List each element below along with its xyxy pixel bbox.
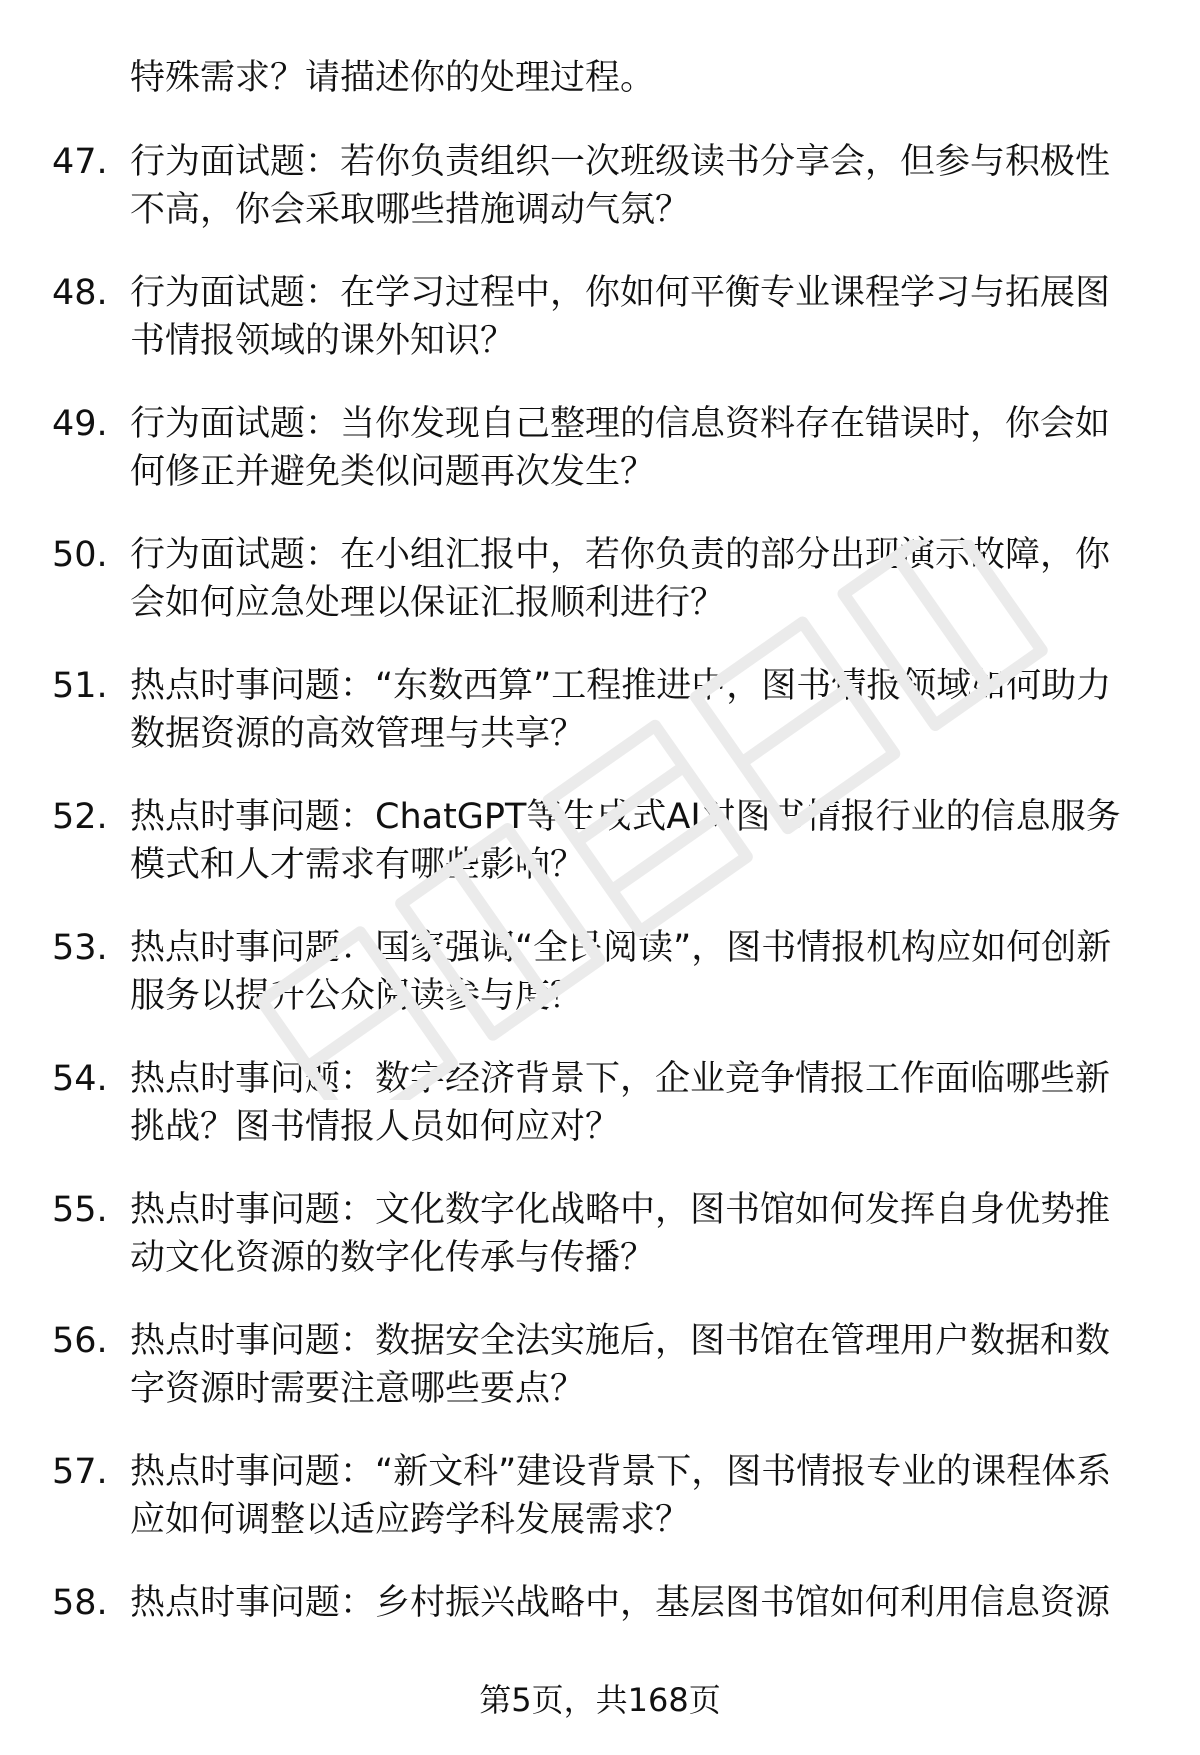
question-text: 行为面试题：在学习过程中，你如何平衡专业课程学习与拓展图书情报领域的课外知识？ xyxy=(130,273,1111,361)
question-list xyxy=(0,138,1200,1710)
question-text: 热点时事问题：“东数西算”工程推进中，图书情报领域如何助力数据资源的高效管理与共享？ xyxy=(130,666,1112,754)
question-text: 热点时事问题：数字经济背景下，企业竞争情报工作面临哪些新挑战？图书情报人员如何应对？ xyxy=(130,1059,1111,1147)
question-number: 50. xyxy=(52,535,108,575)
question-text: 热点时事问题：国家强调“全民阅读”，图书情报机构应如何创新服务以提升公众阅读参与度？ xyxy=(130,928,1112,1016)
question-number: 47. xyxy=(52,142,108,182)
question-number: 52. xyxy=(52,797,108,837)
question-number: 53. xyxy=(52,928,108,968)
question-number: 56. xyxy=(52,1321,108,1361)
question-item xyxy=(0,1448,1200,1579)
question-number: 58. xyxy=(52,1583,108,1623)
question-item xyxy=(0,400,1200,531)
question-number: 55. xyxy=(52,1190,108,1230)
question-text: 热点时事问题：乡村振兴战略中，基层图书馆如何利用信息资源 xyxy=(130,1583,1111,1623)
question-text: 行为面试题：当你发现自己整理的信息资料存在错误时，你会如何修正并避免类似问题再次发生？ xyxy=(130,404,1111,492)
question-text: 热点时事问题：“新文科”建设背景下，图书情报专业的课程体系应如何调整以适应跨学科发展需求？ xyxy=(130,1452,1112,1540)
question-item xyxy=(0,1317,1200,1448)
page-footer: 第5页，共168页 xyxy=(479,1681,721,1719)
question-item xyxy=(0,269,1200,400)
question-item xyxy=(0,1055,1200,1186)
question-item xyxy=(0,1186,1200,1317)
question-item xyxy=(0,531,1200,662)
question-number: 54. xyxy=(52,1059,108,1099)
question-item xyxy=(0,662,1200,793)
question-item xyxy=(0,924,1200,1055)
question-number: 51. xyxy=(52,666,108,706)
question-text: 行为面试题：在小组汇报中，若你负责的部分出现演示故障，你会如何应急处理以保证汇报顺利进行？ xyxy=(130,535,1111,623)
question-text: 行为面试题：若你负责组织一次班级读书分享会，但参与积极性不高，你会采取哪些措施调动气氛？ xyxy=(130,142,1111,230)
question-number: 48. xyxy=(52,273,108,313)
question-item xyxy=(0,138,1200,269)
question-number: 49. xyxy=(52,404,108,444)
question-text: 热点时事问题：数据安全法实施后，图书馆在管理用户数据和数字资源时需要注意哪些要点？ xyxy=(130,1321,1111,1409)
question-number: 57. xyxy=(52,1452,108,1492)
continued-question-text: 特殊需求？请描述你的处理过程。 xyxy=(130,58,656,98)
question-item xyxy=(0,793,1200,924)
question-text: 热点时事问题：ChatGPT等生成式AI对图书情报行业的信息服务模式和人才需求有哪些影响？ xyxy=(130,797,1121,885)
question-text: 热点时事问题：文化数字化战略中，图书馆如何发挥自身优势推动文化资源的数字化传承与传播？ xyxy=(130,1190,1111,1278)
